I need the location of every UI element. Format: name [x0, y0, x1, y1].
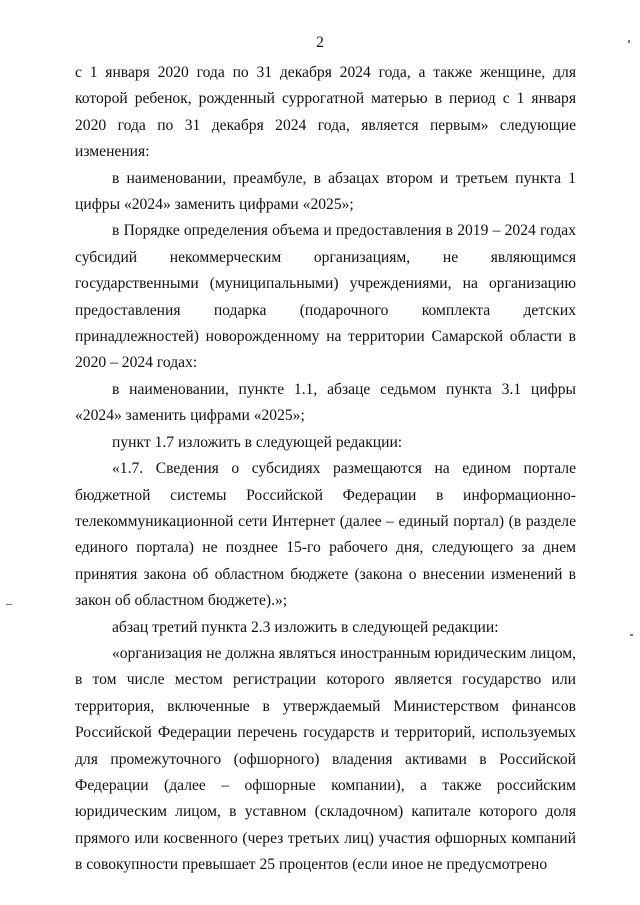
paragraph-item-2-3-text: «организация не должна являться иностранным юридическим лицом, в том числе местом регистрации которого является государство или территория, включенные в утверждаемый Министерством финансов Российской Федерации перечень государств и территорий, используемых для промежуточного (офшорного) владения активами в Российской Федерации (далее – офшорные компании), а также российским юридическим лицом, в уставном (складочном) капитале которого доля прямого или косвенного (через третьих лиц) участия офшорных компаний в совокупности превышает 25 процентов (если иное не предусмотрено: [75, 644, 576, 874]
scan-speck: [628, 40, 630, 43]
paragraph-intro-continuation: с 1 января 2020 года по 31 декабря 2024 года, а также женщине, для которой ребенок, рожденный суррогатной матерью в период с 1 января 2020 года по 31 декабря 2024 года, является первым» следующие изменения:: [75, 64, 576, 161]
paragraph-item-1-7-text: «1.7. Сведения о субсидиях размещаются на едином портале бюджетной системы Российской Федерации в информационно-телекоммуникационной сети Интернет (далее – единый портал) (в разделе единого портала) не позднее 15-го рабочего дня, следующего за днем принятия закона об областном бюджете (закона о внесении изменений в закон об областном бюджете).»;: [75, 460, 576, 610]
paragraph-item-1-7-intro: пункт 1.7 изложить в следующей редакции:: [112, 433, 403, 451]
scan-speck: [630, 634, 633, 636]
paragraph-item-2-3-intro: абзац третий пункта 2.3 изложить в следующей редакции:: [112, 618, 499, 636]
paragraph-procedure-title: в Порядке определения объема и предоставления в 2019 – 2024 годах субсидий некоммерческим организациям, не являющимся государственными (муниципальными) учреждениями, на организацию предоставления подарка (подарочного комплекта детских принадлежностей) новорожденному на территории Самарской области в 2020 – 2024 годах:: [75, 222, 576, 372]
paragraph-amendment-name-preamble: в наименовании, преамбуле, в абзацах втором и третьем пункта 1 цифры «2024» заменить цифрами «2025»;: [75, 169, 576, 214]
scan-speck: [6, 604, 12, 605]
paragraph-amendment-item-1-1: в наименовании, пункте 1.1, абзаце седьмом пункта 3.1 цифры «2024» заменить цифрами «2025»;: [75, 380, 576, 425]
document-body: [75, 60, 576, 879]
page-number: 2: [316, 34, 324, 51]
